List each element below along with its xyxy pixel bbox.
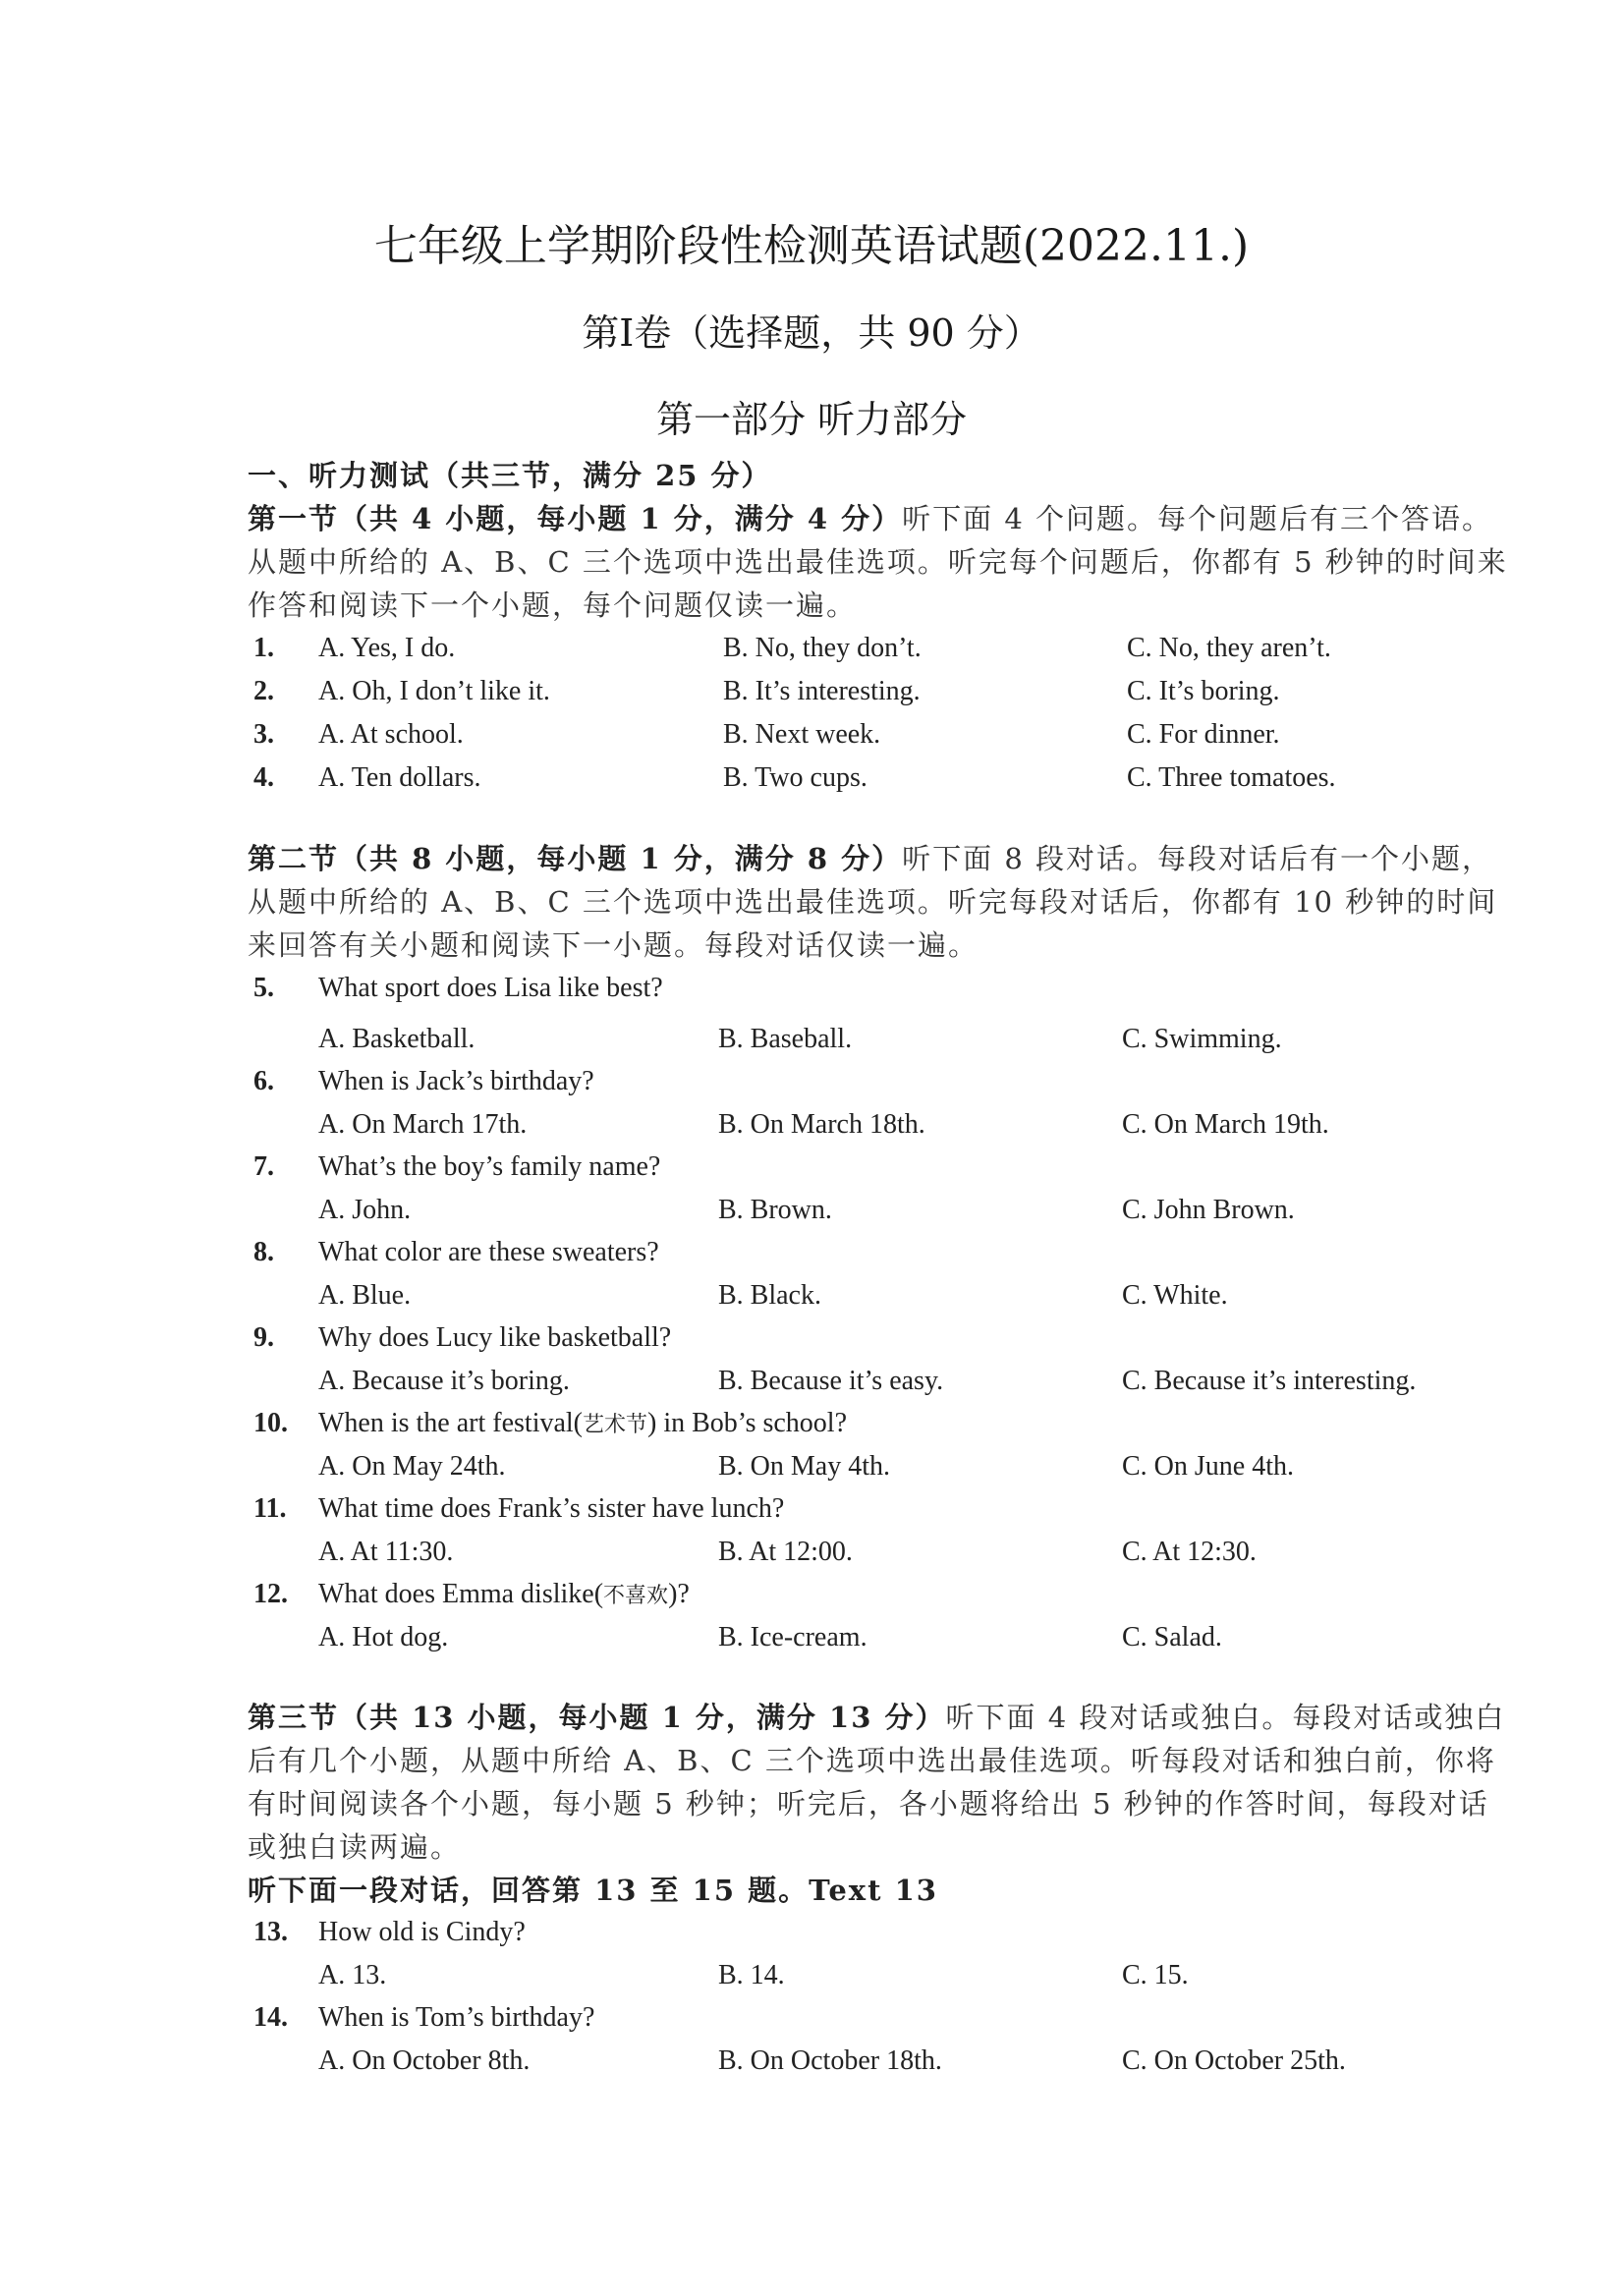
question-stem-row bbox=[248, 1316, 1476, 1360]
sec1-instructions bbox=[248, 497, 1508, 627]
question-stem-row bbox=[248, 1911, 1476, 1954]
question-stem: Why does Lucy like basketball? bbox=[318, 1322, 672, 1353]
option-b: B. Next week. bbox=[723, 719, 881, 750]
option-b: B. Baseball. bbox=[718, 1024, 853, 1054]
sec2-head: 第二节（共 8 小题，每小题 1 分，满分 8 分） bbox=[248, 842, 903, 875]
question-options-row bbox=[248, 1018, 1476, 1061]
option-a: A. Oh, I don’t like it. bbox=[318, 676, 550, 706]
question-row bbox=[248, 713, 1476, 756]
question-number: 9. bbox=[253, 1322, 274, 1353]
option-a: A. Yes, I do. bbox=[318, 633, 456, 663]
question-number: 8. bbox=[253, 1237, 274, 1267]
option-b: B. At 12:00. bbox=[718, 1537, 853, 1567]
option-b: B. On October 18th. bbox=[718, 2045, 942, 2076]
question-stem-row bbox=[248, 1402, 1476, 1445]
exam-title: 七年级上学期阶段性检测英语试题(2022.11.) bbox=[373, 221, 1250, 271]
question-number: 6. bbox=[253, 1066, 274, 1096]
option-b: B. No, they don’t. bbox=[723, 633, 922, 663]
question-stem bbox=[318, 1573, 690, 1618]
question-options-row bbox=[248, 1445, 1476, 1488]
option-b: B. Brown. bbox=[718, 1195, 832, 1225]
stem-part: What does Emma dislike( bbox=[318, 1579, 604, 1609]
option-a: A. Basketball. bbox=[318, 1024, 476, 1054]
option-b: B. Because it’s easy. bbox=[718, 1366, 944, 1396]
stem-chinese-gloss: 艺术节 bbox=[583, 1413, 648, 1437]
question-number: 3. bbox=[253, 719, 274, 750]
sec3-instructions bbox=[248, 1696, 1505, 1912]
option-c: C. On June 4th. bbox=[1122, 1451, 1294, 1482]
option-c: C. White. bbox=[1122, 1280, 1228, 1311]
option-c: C. On October 25th. bbox=[1122, 2045, 1346, 2076]
sec2-instructions bbox=[248, 837, 1497, 967]
option-c: C. Because it’s interesting. bbox=[1122, 1366, 1417, 1396]
option-c: C. Three tomatoes. bbox=[1127, 762, 1336, 793]
section-main-heading: 一、听力测试（共三节，满分 25 分） bbox=[248, 459, 772, 492]
sec2-line1: 听下面 8 段对话。每段对话后有一个小题， bbox=[902, 842, 1493, 875]
option-c: C. 15. bbox=[1122, 1960, 1189, 1990]
option-b: B. On May 4th. bbox=[718, 1451, 890, 1482]
question-number: 1. bbox=[253, 633, 274, 663]
sec3-line3: 有时间阅读各个小题，每小题 5 秒钟；听完后，各小题将给出 5 秒钟的作答时间，每段对话 bbox=[248, 1787, 1489, 1820]
question-options-row bbox=[248, 1103, 1476, 1147]
question-number: 14. bbox=[253, 2002, 288, 2033]
option-c: C. At 12:30. bbox=[1122, 1537, 1257, 1567]
option-a: A. Ten dollars. bbox=[318, 762, 481, 793]
option-b: B. Two cups. bbox=[723, 762, 867, 793]
question-number: 12. bbox=[253, 1579, 288, 1609]
question-stem bbox=[318, 1402, 847, 1447]
sec2-line3: 来回答有关小题和阅读下一小题。每段对话仅读一遍。 bbox=[248, 928, 979, 962]
sec2-line2: 从题中所给的 A、B、C 三个选项中选出最佳选项。听完每段对话后，你都有 10 秒钟的时间 bbox=[248, 885, 1498, 919]
question-stem-row bbox=[248, 1487, 1476, 1531]
option-c: C. It’s boring. bbox=[1127, 676, 1280, 706]
option-c: C. Salad. bbox=[1122, 1622, 1222, 1652]
option-c: C. Swimming. bbox=[1122, 1024, 1282, 1054]
sec3-line2: 后有几个小题，从题中所给 A、B、C 三个选项中选出最佳选项。听每段对话和独白前，你将 bbox=[248, 1744, 1496, 1777]
question-stem: When is Jack’s birthday? bbox=[318, 1066, 594, 1096]
option-a: A. On March 17th. bbox=[318, 1109, 528, 1140]
option-a: A. At school. bbox=[318, 719, 464, 750]
question-stem-row bbox=[248, 1996, 1476, 2040]
question-row bbox=[248, 670, 1476, 713]
stem-part: ) in Bob’s school? bbox=[647, 1408, 848, 1438]
option-b: B. 14. bbox=[718, 1960, 785, 1990]
option-b: B. It’s interesting. bbox=[723, 676, 921, 706]
option-b: B. On March 18th. bbox=[718, 1109, 925, 1140]
sec3-line1: 听下面 4 段对话或独白。每段对话或独白 bbox=[945, 1701, 1506, 1734]
sec3-line4: 或独白读两遍。 bbox=[248, 1830, 462, 1864]
question-row bbox=[248, 756, 1476, 800]
option-b: B. Ice-cream. bbox=[718, 1622, 867, 1652]
sec1-line1: 听下面 4 个问题。每个问题后有三个答语。 bbox=[902, 502, 1493, 535]
question-options-row bbox=[248, 1954, 1476, 1997]
question-options-row bbox=[248, 1189, 1476, 1232]
question-options-row bbox=[248, 2040, 1476, 2083]
option-a: A. Hot dog. bbox=[318, 1622, 449, 1652]
question-stem: What color are these sweaters? bbox=[318, 1237, 659, 1267]
sec1-head: 第一节（共 4 小题，每小题 1 分，满分 4 分） bbox=[248, 502, 903, 535]
question-stem: What’s the boy’s family name? bbox=[318, 1151, 661, 1182]
volume-title: 第Ⅰ卷（选择题，共 90 分） bbox=[582, 311, 1041, 355]
option-a: A. On October 8th. bbox=[318, 2045, 531, 2076]
text13-heading: 听下面一段对话，回答第 13 至 15 题。Text 13 bbox=[248, 1874, 938, 1907]
question-number: 4. bbox=[253, 762, 274, 793]
question-stem: How old is Cindy? bbox=[318, 1917, 526, 1947]
option-a: A. At 11:30. bbox=[318, 1537, 454, 1567]
question-number: 10. bbox=[253, 1408, 288, 1438]
option-c: C. No, they aren’t. bbox=[1127, 633, 1331, 663]
question-stem-row bbox=[248, 1231, 1476, 1274]
option-c: C. For dinner. bbox=[1127, 719, 1280, 750]
question-number: 5. bbox=[253, 973, 274, 1003]
question-stem-row bbox=[248, 1146, 1476, 1189]
stem-chinese-gloss: 不喜欢 bbox=[603, 1584, 669, 1608]
option-a: A. Because it’s boring. bbox=[318, 1366, 570, 1396]
question-row bbox=[248, 627, 1476, 670]
question-number: 11. bbox=[253, 1493, 287, 1524]
sec3-head: 第三节（共 13 小题，每小题 1 分，满分 13 分） bbox=[248, 1701, 946, 1734]
question-stem-row bbox=[248, 1573, 1476, 1616]
question-stem: What sport does Lisa like best? bbox=[318, 973, 663, 1003]
option-a: A. John. bbox=[318, 1195, 412, 1225]
question-options-row bbox=[248, 1360, 1476, 1403]
option-a: A. Blue. bbox=[318, 1280, 412, 1311]
option-b: B. Black. bbox=[718, 1280, 821, 1311]
sec1-line2: 从题中所给的 A、B、C 三个选项中选出最佳选项。听完每个问题后，你都有 5 秒钟的时间来 bbox=[248, 545, 1508, 579]
question-number: 2. bbox=[253, 676, 274, 706]
option-c: C. On March 19th. bbox=[1122, 1109, 1329, 1140]
question-stem: When is Tom’s birthday? bbox=[318, 2002, 595, 2033]
question-options-row bbox=[248, 1274, 1476, 1317]
question-stem-row bbox=[248, 1060, 1476, 1103]
stem-part: )? bbox=[668, 1579, 690, 1609]
option-a: A. On May 24th. bbox=[318, 1451, 506, 1482]
question-options-row bbox=[248, 1531, 1476, 1574]
sec1-line3: 作答和阅读下一个小题，每个问题仅读一遍。 bbox=[248, 588, 858, 622]
part-title: 第一部分 听力部分 bbox=[655, 398, 968, 441]
question-stem-row bbox=[248, 967, 1476, 1010]
stem-part: When is the art festival( bbox=[318, 1408, 584, 1438]
question-stem: What time does Frank’s sister have lunch? bbox=[318, 1493, 785, 1524]
option-c: C. John Brown. bbox=[1122, 1195, 1295, 1225]
question-number: 7. bbox=[253, 1151, 274, 1182]
question-number: 13. bbox=[253, 1917, 288, 1947]
option-a: A. 13. bbox=[318, 1960, 387, 1990]
question-options-row bbox=[248, 1616, 1476, 1659]
